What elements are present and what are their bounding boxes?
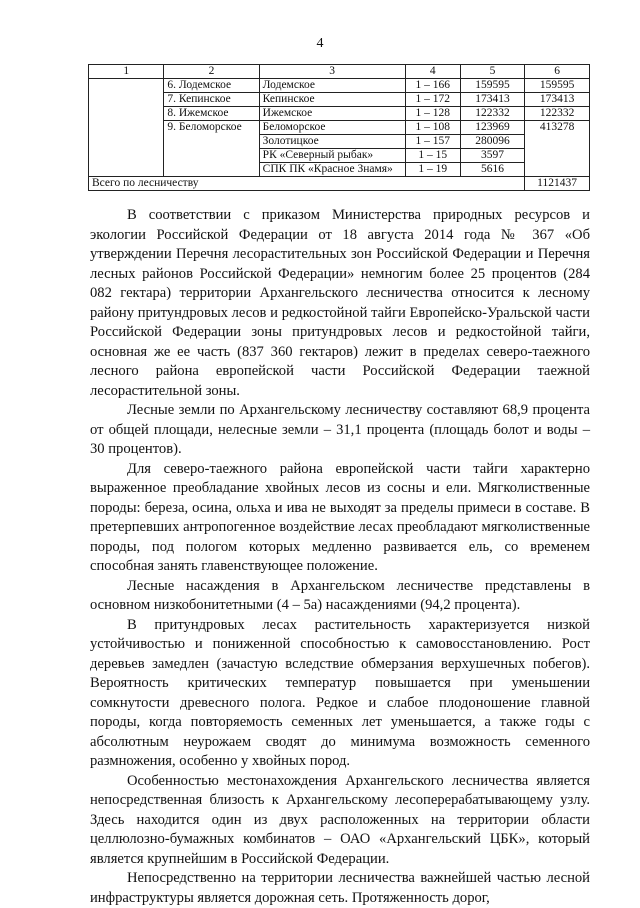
area-cell: 173413 [460,93,524,107]
quarters-cell: 1 – 128 [405,107,460,121]
area-cell: 5616 [460,163,524,177]
area-cell: 122332 [460,107,524,121]
header-cell: 5 [460,65,524,79]
total-cell: 173413 [525,93,590,107]
section-cell: СПК ПК «Красное Знамя» [259,163,405,177]
header-cell: 6 [525,65,590,79]
section-cell: Кепинское [259,93,405,107]
table-row [89,107,590,121]
body-text [90,206,590,908]
section-cell: РК «Северный рыбак» [259,149,405,163]
paragraph: В притундровых лесах растительность характеризуется низкой устойчивостью и пониженной способностью к самовосстановлению. Рост деревьев замедлен (зачастую вследствие обмерзания верхушечных побегов). Вероятность критических температур повышается при уменьшении сомкнутости древесного полога. Редкое и слабое плодоношение главной породы, когда повторяемость семенных лет уменьшается, а также годы с абсолютным неурожаем сводят до минимума возможность семенного размножения, особенно у хвойных пород. [90,616,590,769]
area-cell: 159595 [460,79,524,93]
area-cell: 3597 [460,149,524,163]
district-cell: 7. Кепинское [164,93,259,107]
header-cell: 1 [89,65,164,79]
section-cell: Ижемское [259,107,405,121]
empty-cell [89,79,164,177]
district-cell: 8. Ижемское [164,107,259,121]
table-row [89,121,590,135]
total-cell: 122332 [525,107,590,121]
paragraph: Для северо-таежного района европейской части тайги характерно выраженное преобладание хвойных лесов из сосны и ели. Мягколиственные породы: береза, осина, ольха и ива не выходят за пределы примеси в составе. В претерпевших антропогенное воздействие лесах преобладают мягколиственные породы, под пологом которых медленно развивается ель, со временем способная занять главенствующее положение. [90,460,590,574]
paragraph: Лесные земли по Архангельскому лесничеству составляют 68,9 процента от общей площади, нелесные земли – 31,1 процента (площадь болот и воды – 30 процентов). [90,402,590,457]
table-row [89,93,590,107]
section-cell: Беломорское [259,121,405,135]
paragraph: Лесные насаждения в Архангельском лесничестве представлены в основном низкобонитетными (4 – 5а) насаждениями (94,2 процента). [90,577,590,613]
quarters-cell: 1 – 19 [405,163,460,177]
district-cell: 9. Беломорское [164,121,259,177]
header-cell: 2 [164,65,259,79]
area-cell: 280096 [460,135,524,149]
header-cell: 4 [405,65,460,79]
quarters-cell: 1 – 157 [405,135,460,149]
header-cell: 3 [259,65,405,79]
section-cell: Лодемское [259,79,405,93]
page-number: 4 [316,36,324,51]
area-cell: 123969 [460,121,524,135]
quarters-cell: 1 – 108 [405,121,460,135]
total-label: Всего по лесничеству [89,177,525,191]
paragraph: Непосредственно на территории лесничества важнейшей частью лесной инфраструктуры является дорожная сеть. Протяженность дорог, [90,870,590,906]
quarters-cell: 1 – 172 [405,93,460,107]
paragraph: Особенностью местонахождения Архангельского лесничества является непосредственная близость к Архангельскому лесоперерабатывающему узлу. Здесь находится один из двух расположенных на территории области целлюлозно-бумажных комбинатов – ОАО «Архангельский ЦБК», который является крупнейшим в Российской Федерации. [90,772,590,867]
table-header-row [89,65,590,79]
total-cell: 159595 [525,79,590,93]
quarters-cell: 1 – 166 [405,79,460,93]
table-row [89,79,590,93]
district-cell: 6. Лодемское [164,79,259,93]
grand-total: 1121437 [525,177,590,191]
paragraph: В соответствии с приказом Министерства природных ресурсов и экологии Российской Федерации от 18 августа 2014 года № 367 «Об утверждении Перечня лесорастительных зон Российской Федерации и Перечня лесных районов Российской Федерации» немногим более 25 процентов (284 082 гектара) территории Архангельского лесничества относится к лесному району притундровых лесов и редкостойной тайги Европейско-Уральской части Российской Федерации зоны притундровых лесов и редкостойной тайги, основная же ее часть (837 360 гектаров) лежит в пределах северо-таежного лесного района европейской части Российской Федерации таежной лесорастительной зоны. [90,207,590,399]
quarters-cell: 1 – 15 [405,149,460,163]
section-cell: Золотицкое [259,135,405,149]
table-total-row [89,177,590,191]
forestry-table [88,64,590,191]
total-cell: 413278 [525,121,590,177]
